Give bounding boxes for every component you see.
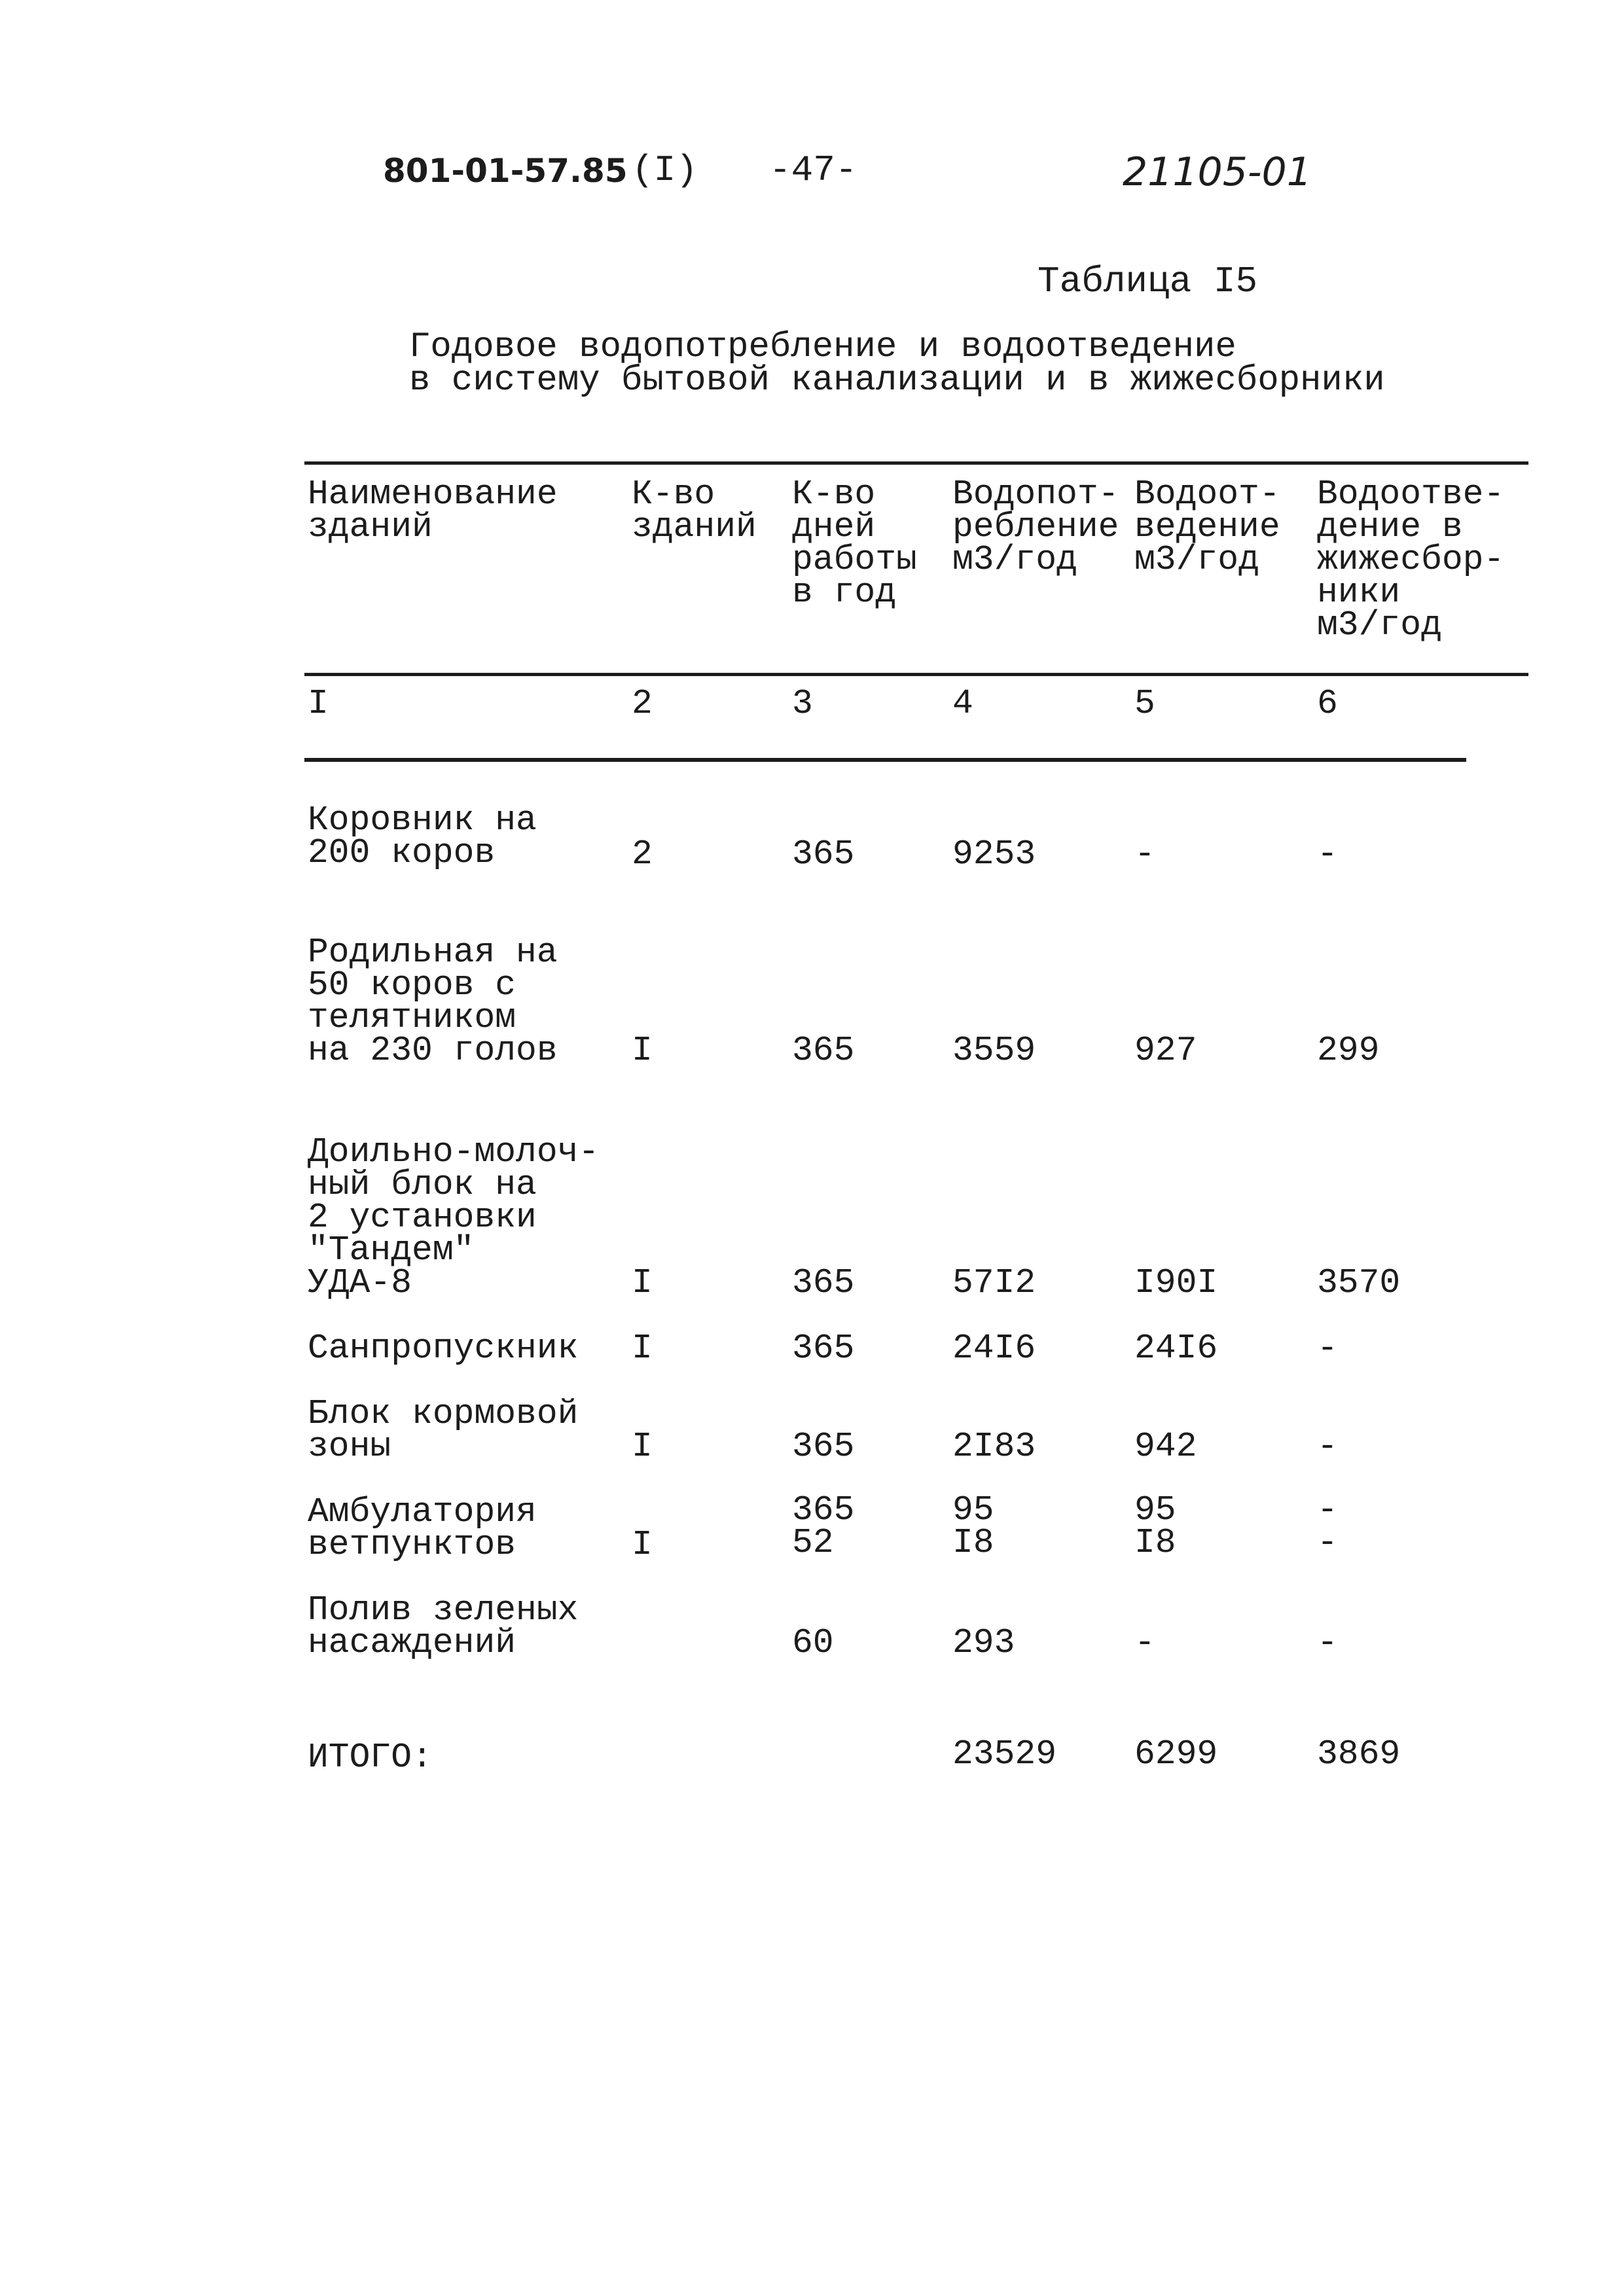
row-days: 365 <box>792 834 855 874</box>
row-consumption: 24I6 <box>952 1329 1036 1368</box>
column-number: I <box>308 684 329 723</box>
total-consumption: 23529 <box>952 1734 1057 1774</box>
table-numbering-rule <box>304 758 1466 762</box>
row-consumption: 9253 <box>952 834 1036 874</box>
row-days: 365 <box>792 1263 855 1302</box>
column-header-collectors: Водоотве- дение в жижесбор- ники м3/год <box>1317 475 1505 645</box>
row-name: Родильная на 50 коров с телятником на 230 голов <box>308 933 558 1070</box>
variant-number: (I) <box>632 149 698 191</box>
column-number: 6 <box>1317 684 1338 723</box>
column-header-days: К-во дней работы в год <box>792 475 917 612</box>
row-disposal: - <box>1134 834 1155 874</box>
row-name: Амбулатория ветпунктов <box>308 1492 537 1564</box>
row-disposal: - <box>1134 1623 1155 1662</box>
row-count: I <box>632 1329 653 1368</box>
table-label: Таблица I5 <box>1038 260 1258 302</box>
table-header-rule <box>304 673 1528 676</box>
row-name: Полив зеленых насаждений <box>308 1590 579 1662</box>
column-header-name: Наименование зданий <box>308 475 558 547</box>
row-collectors: - <box>1317 834 1338 874</box>
row-count: I <box>632 1427 653 1466</box>
document-code: 801-01-57.85 <box>383 152 628 190</box>
row-disposal: 24I6 <box>1134 1329 1218 1368</box>
table-top-rule <box>304 461 1528 465</box>
column-number: 4 <box>952 684 973 723</box>
row-count: 2 <box>632 834 653 874</box>
total-collectors: 3869 <box>1317 1734 1401 1774</box>
row-count: I <box>632 1031 653 1070</box>
row-disposal: 927 <box>1134 1031 1197 1070</box>
row-days: 365 <box>792 1427 855 1466</box>
page-number: -47- <box>769 149 857 191</box>
total-disposal: 6299 <box>1134 1734 1218 1774</box>
row-name: Доильно-молоч- ный блок на 2 установки "Тандем" УДА-8 <box>308 1132 600 1302</box>
row-consumption: 2I83 <box>952 1427 1036 1466</box>
row-disposal: 942 <box>1134 1427 1197 1466</box>
archive-number: 21105-01 <box>1123 149 1312 195</box>
row-collectors: 3570 <box>1317 1263 1401 1302</box>
row-collectors: - <box>1317 1623 1338 1662</box>
row-collectors: - <box>1317 1427 1338 1466</box>
column-number: 3 <box>792 684 813 723</box>
row-collectors: - <box>1317 1329 1338 1368</box>
table-title-line-1: Годовое водопотребление и водоотведение <box>409 327 1236 367</box>
row-days: 365 <box>792 1031 855 1070</box>
row-count: I <box>632 1263 653 1302</box>
row-consumption: 3559 <box>952 1031 1036 1070</box>
table-title-line-2: в систему бытовой канализации и в жижесборники <box>409 361 1385 401</box>
row-disposal: I90I <box>1134 1263 1218 1302</box>
row-name: Санпропускник <box>308 1329 579 1368</box>
column-header-count: К-во зданий <box>632 475 757 547</box>
row-collectors: 299 <box>1317 1031 1380 1070</box>
row-collectors: - - <box>1317 1490 1338 1562</box>
column-header-disposal: Водоот- ведение м3/год <box>1134 475 1280 579</box>
row-days: 60 <box>792 1623 834 1662</box>
total-label: ИТОГО: <box>308 1738 433 1777</box>
column-number: 5 <box>1134 684 1155 723</box>
row-consumption: 95 I8 <box>952 1490 994 1562</box>
row-consumption: 57I2 <box>952 1263 1036 1302</box>
row-name: Коровник на 200 коров <box>308 800 537 872</box>
row-days: 365 <box>792 1329 855 1368</box>
row-consumption: 293 <box>952 1623 1015 1662</box>
column-number: 2 <box>632 684 653 723</box>
column-header-consumption: Водопот- ребление м3/год <box>952 475 1119 579</box>
row-days: 365 52 <box>792 1490 855 1562</box>
row-count: I <box>632 1525 653 1564</box>
row-name: Блок кормовой зоны <box>308 1394 579 1466</box>
row-disposal: 95 I8 <box>1134 1490 1176 1562</box>
